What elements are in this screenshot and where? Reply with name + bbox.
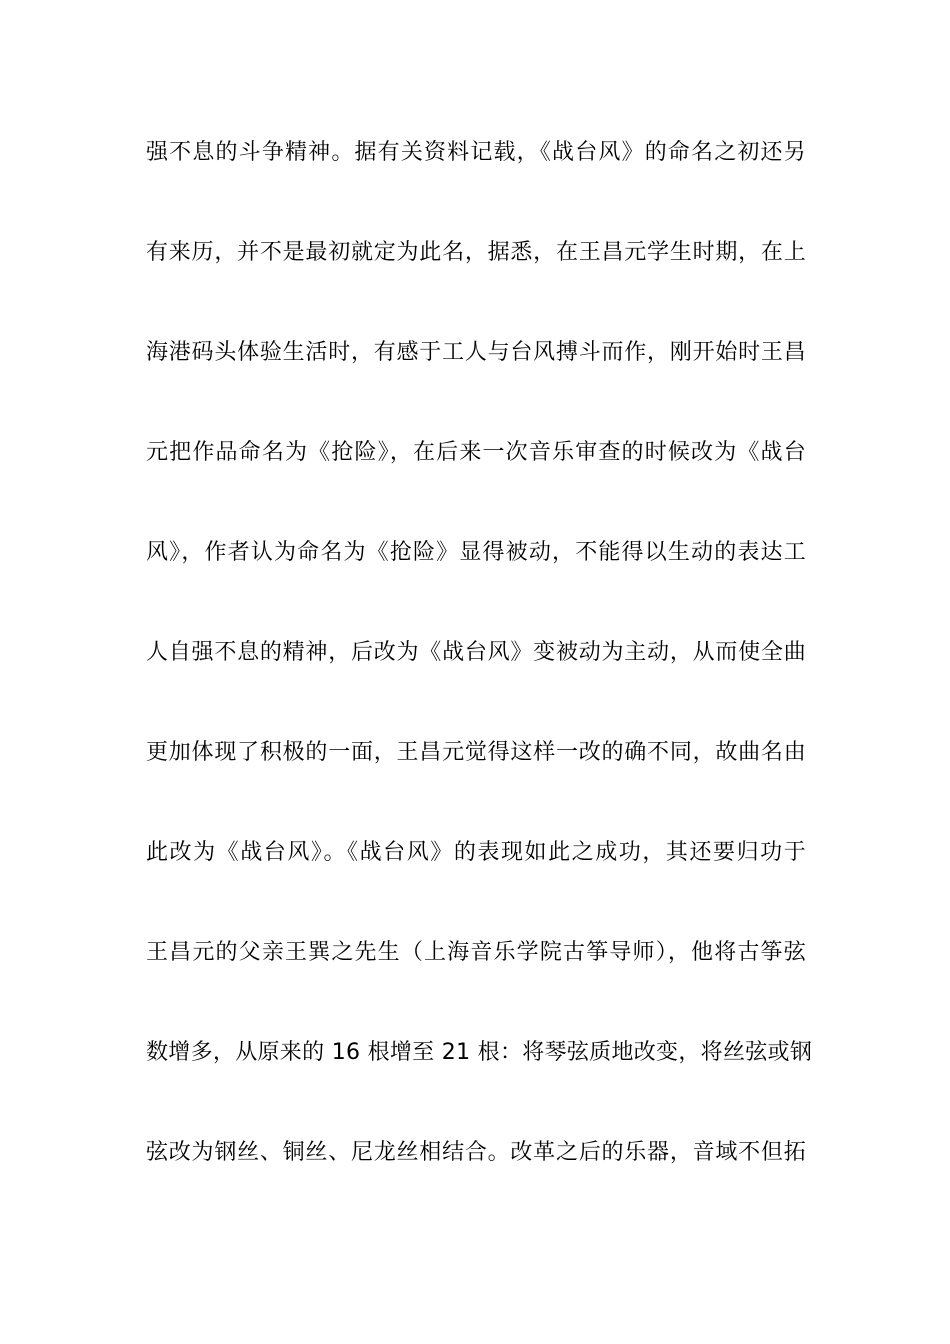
text-line: 元把作品命名为《抢险》，在后来一次音乐审查的时候改为《战台 [146, 440, 806, 465]
text-line: 人自强不息的精神，后改为《战台风》变被动为主动，从而使全曲 [146, 640, 806, 665]
text-line: 更加体现了积极的一面，王昌元觉得这样一改的确不同，故曲名由 [146, 740, 806, 765]
text-line: 风》，作者认为命名为《抢险》显得被动，不能得以生动的表达工 [146, 540, 806, 565]
text-line: 海港码头体验生活时，有感于工人与台风搏斗而作，刚开始时王昌 [146, 340, 806, 365]
text-line: 有来历，并不是最初就定为此名，据悉，在王昌元学生时期，在上 [146, 240, 806, 265]
text-line: 强不息的斗争精神。据有关资料记载，《战台风》的命名之初还另 [146, 140, 806, 165]
text-line: 此改为《战台风》。《战台风》的表现如此之成功，其还要归功于 [146, 840, 806, 865]
text-line: 弦改为钢丝、铜丝、尼龙丝相结合。改革之后的乐器，音域不但拓 [146, 1140, 806, 1165]
text-line: 王昌元的父亲王巽之先生（上海音乐学院古筝导师），他将古筝弦 [146, 940, 806, 965]
body-paragraph [146, 128, 813, 1228]
text-line: 数增多，从原来的 16 根增至 21 根：将琴弦质地改变，将丝弦或钢 [146, 1040, 813, 1065]
